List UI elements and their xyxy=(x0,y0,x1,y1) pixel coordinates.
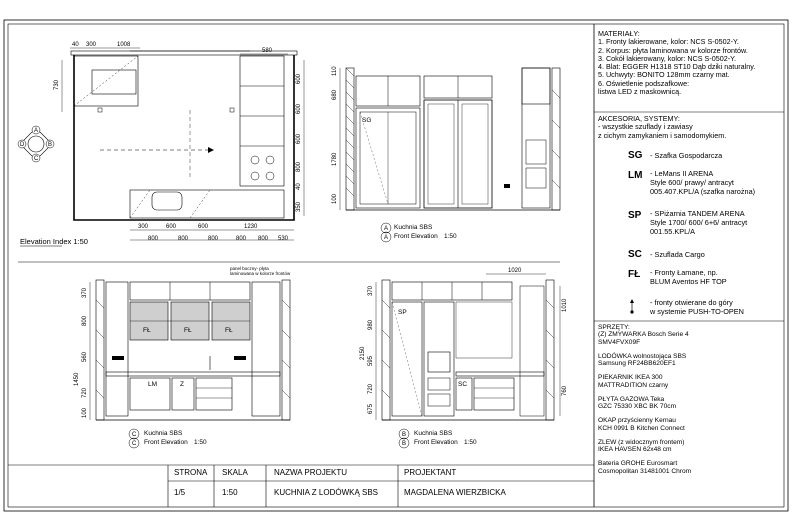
legend-code-sp: SP xyxy=(628,210,642,221)
appliance-5-name: OKAP przyścienny Kernau xyxy=(598,417,676,425)
elevation-a-label-sg: SG xyxy=(362,117,372,124)
legend-code-lm: LM xyxy=(628,170,643,181)
appliance-7-name: Bateria GROHE Eurosmart xyxy=(598,460,678,468)
legend-code-sg: SG xyxy=(628,150,643,161)
plan-dim-right-3: 600 xyxy=(296,133,302,144)
elevation-b-dim-4: 720 xyxy=(368,383,374,394)
legend-desc-sp-2: Style 1700/ 600/ 6+6/ antracyt xyxy=(650,218,748,227)
legend-desc-sg: - Szafka Gospodarcza xyxy=(650,151,723,160)
elevation-a-dim-2: 680 xyxy=(332,89,338,100)
elevation-c-label-fl-1: FŁ xyxy=(143,327,151,334)
accessories-title: AKCESORIA, SYSTEMY: xyxy=(598,114,680,123)
materials-title: MATERIAŁY: xyxy=(598,29,640,38)
elevation-a-marker: A xyxy=(384,226,389,232)
elevation-c-sub: Front Elevation xyxy=(144,439,188,446)
elevation-b-marker-2: B xyxy=(402,441,407,447)
appliance-2-model: Samsung RF24BB620EF1 xyxy=(598,360,676,367)
plan-dim-right-4: 800 xyxy=(296,161,302,172)
elevation-c-label-fl-2: FŁ xyxy=(184,327,192,334)
legend-code-sc: SC xyxy=(628,249,642,260)
materials-item-4: 4. Blat: EGGER H1318 ST10 Dąb dziki naturalny. xyxy=(598,62,756,72)
plan-dim-bottom-2: 600 xyxy=(166,224,177,230)
elevation-a-dim-3: 1780 xyxy=(332,152,338,166)
compass-c: C xyxy=(34,156,39,162)
plan-dim-bottom2-3: 800 xyxy=(208,236,219,242)
appliance-1-model: SMV4FVX09F xyxy=(598,338,641,346)
plan-dim-right-2: 600 xyxy=(296,103,302,114)
title-block-header-project: NAZWA PROJEKTU xyxy=(274,468,348,477)
materials-item-2: 2. Korpus: płyta laminowana w kolorze frontów. xyxy=(598,45,748,55)
elevation-b-marker: B xyxy=(402,432,407,438)
elevation-b-scale: 1:50 xyxy=(464,439,477,446)
elevation-b-right-dim-2: 760 xyxy=(562,385,568,396)
plan-dim-bottom2-5: 800 xyxy=(258,236,269,242)
legend-desc-push-2: w systemie PUSH-TO-OPEN xyxy=(650,307,744,316)
elevation-b xyxy=(360,268,568,448)
elevation-c-note-2: laminowana w kolorze frontów xyxy=(230,271,291,276)
appliance-1-name: (Z) ZMYWARKA Bosch Serie 4 xyxy=(598,331,689,339)
elevation-c-caption: Kuchnia SBS xyxy=(144,430,183,437)
appliance-3-model: MATTRADITION czarny xyxy=(598,381,669,389)
appliance-6-model: IKEA HAVSEN 62x48 cm xyxy=(598,446,672,453)
appliance-7-model: Cosmopolitan 31481001 Chrom xyxy=(598,467,692,475)
appliances-panel xyxy=(598,324,782,475)
plan-dim-right-6: 350 xyxy=(296,201,302,212)
title-block-header-designer: PROJEKTANT xyxy=(404,468,457,477)
plan-dim-top-1: 40 xyxy=(72,42,79,48)
plan-dim-bottom2-6: 530 xyxy=(278,236,289,242)
legend-desc-lm-1: - LeMans II ARENA xyxy=(650,169,714,178)
elevation-b-sub: Front Elevation xyxy=(414,439,458,446)
elevation-b-label-sc: SC xyxy=(458,381,468,388)
elevation-c-scale: 1:50 xyxy=(194,439,207,446)
materials-panel xyxy=(598,30,782,96)
elevation-b-caption: Kuchnia SBS xyxy=(414,430,453,437)
elevation-b-dim-5: 675 xyxy=(368,403,374,414)
legend-desc-lm-3: 005.407.KPL/A (szafka narożna) xyxy=(650,187,756,196)
elevation-a-dim-1: 110 xyxy=(332,66,338,76)
appliance-5-model: KCH 0991 B Kitchen Connect xyxy=(598,424,685,432)
plan-dim-left-1: 730 xyxy=(54,79,60,90)
elevation-c-label-fl-3: FŁ xyxy=(225,327,233,334)
elevation-c-marker-2: C xyxy=(132,441,137,447)
appliance-2-name: LODÓWKA wolnostojąca SBS xyxy=(598,352,687,360)
elevation-c-label-lm: LM xyxy=(148,381,158,388)
materials-item-1: 1. Fronty lakierowane, kolor: NCS S-0502-Y. xyxy=(598,37,739,47)
legend-desc-sp-1: - SPiżarnia TANDEM ARENA xyxy=(650,209,745,218)
materials-item-6: 6. Oświetlenie podszafkowe: xyxy=(598,78,690,88)
elevation-b-dim-3: 595 xyxy=(368,355,374,366)
plan-dim-top-4: 580 xyxy=(262,48,273,54)
compass-a: A xyxy=(34,128,39,134)
legend-code-fl: FŁ xyxy=(628,269,641,280)
plan-dim-right-5: 40 xyxy=(296,183,302,190)
appliance-4-name: PŁYTA GAZOWA Teka xyxy=(598,395,665,403)
plan-dim-bottom2-1: 800 xyxy=(148,236,159,242)
elevation-b-label-sp: SP xyxy=(398,309,407,316)
title-block-scale-value: 1:50 xyxy=(222,488,238,497)
legend-desc-sp-3: 001.55.KPL/A xyxy=(650,227,696,236)
elevation-index-label: Elevation Index 1:50 xyxy=(20,237,88,246)
plan-dim-right-1: 600 xyxy=(296,73,302,84)
elevation-b-dim-1: 370 xyxy=(368,285,374,296)
title-block-header-page: STRONA xyxy=(174,468,208,477)
materials-item-3: 3. Cokół lakierowany, kolor: NCS S-0502-Y. xyxy=(598,53,736,63)
materials-item-5: 5. Uchwyty: BONITO 128mm czarny mat. xyxy=(598,70,730,80)
compass-d: D xyxy=(20,142,25,148)
elevation-c-dim-3: 560 xyxy=(82,351,88,362)
elevation-a-scale: 1:50 xyxy=(444,233,457,240)
appliances-title: SPRZĘTY: xyxy=(598,324,630,331)
elevation-a-dim-4: 100 xyxy=(332,193,338,204)
elevation-c-marker: C xyxy=(132,432,137,438)
elevation-a-caption: Kuchnia SBS xyxy=(394,224,433,231)
elevation-b-dim-2: 980 xyxy=(368,319,374,330)
materials-item-7: listwa LED z maskownicą. xyxy=(598,86,682,96)
elevation-c-dim-5: 100 xyxy=(82,407,88,418)
compass-b: B xyxy=(48,142,53,148)
legend-desc-fl-1: - Fronty Łamane, np. xyxy=(650,268,718,277)
appliance-4-model: GZC 75330 XBC BK 70cm xyxy=(598,403,677,410)
plan-dim-bottom-3: 600 xyxy=(198,224,209,230)
legend-desc-sc: - Szuflada Cargo xyxy=(650,250,705,259)
elevation-c xyxy=(74,266,291,448)
elevation-c-note-1: panel boczny- płyta xyxy=(230,266,269,271)
elevation-index-compass xyxy=(18,126,54,162)
plan-dim-top-3: 1008 xyxy=(117,42,131,48)
plan-dim-bottom-1: 300 xyxy=(138,224,149,230)
accessories-intro-2: z cichym zamykaniem i samodomykiem. xyxy=(598,130,727,140)
title-block-header-scale: SKALA xyxy=(222,468,248,477)
elevation-a xyxy=(332,66,560,242)
elevation-c-total: 1450 xyxy=(74,372,80,386)
legend-desc-lm-2: Style 600/ prawy/ antracyt xyxy=(650,178,734,187)
appliance-6-name: ZLEW (z widocznym frontem) xyxy=(598,438,685,446)
elevation-a-sub: Front Elevation xyxy=(394,233,438,240)
title-block-page-value: 1/5 xyxy=(174,488,186,497)
push-to-open-icon xyxy=(630,299,634,314)
floor-plan xyxy=(18,42,304,246)
elevation-c-dim-2: 800 xyxy=(82,315,88,326)
appliance-3-name: PIEKARNIK IKEA 300 xyxy=(598,374,663,382)
elevation-c-label-z: Z xyxy=(180,381,184,388)
legend-desc-fl-2: BLUM Aventos HF TOP xyxy=(650,277,727,286)
title-block-designer-value: MAGDALENA WIERZBICKA xyxy=(404,488,506,497)
plan-dim-top-2: 300 xyxy=(86,42,97,48)
elevation-b-total: 2150 xyxy=(360,346,366,360)
title-block-project-value: KUCHNIA Z LODÓWKĄ SBS xyxy=(274,488,379,497)
elevation-a-marker-2: A xyxy=(384,235,389,241)
elevation-b-right-dim-1: 1010 xyxy=(562,298,568,312)
plan-dim-bottom2-2: 800 xyxy=(178,236,189,242)
plan-dim-bottom2-4: 800 xyxy=(236,236,247,242)
elevation-c-dim-1: 370 xyxy=(82,287,88,298)
elevation-c-dim-4: 720 xyxy=(82,387,88,398)
legend-desc-push-1: - fronty otwierane do góry xyxy=(650,298,733,307)
plan-dim-bottom-4: 1230 xyxy=(244,224,258,230)
elevation-b-top-dim: 1020 xyxy=(508,268,522,274)
accessories-intro-1: - wszystkie szuflady i zawiasy xyxy=(598,122,693,132)
accessories-panel xyxy=(598,115,782,140)
